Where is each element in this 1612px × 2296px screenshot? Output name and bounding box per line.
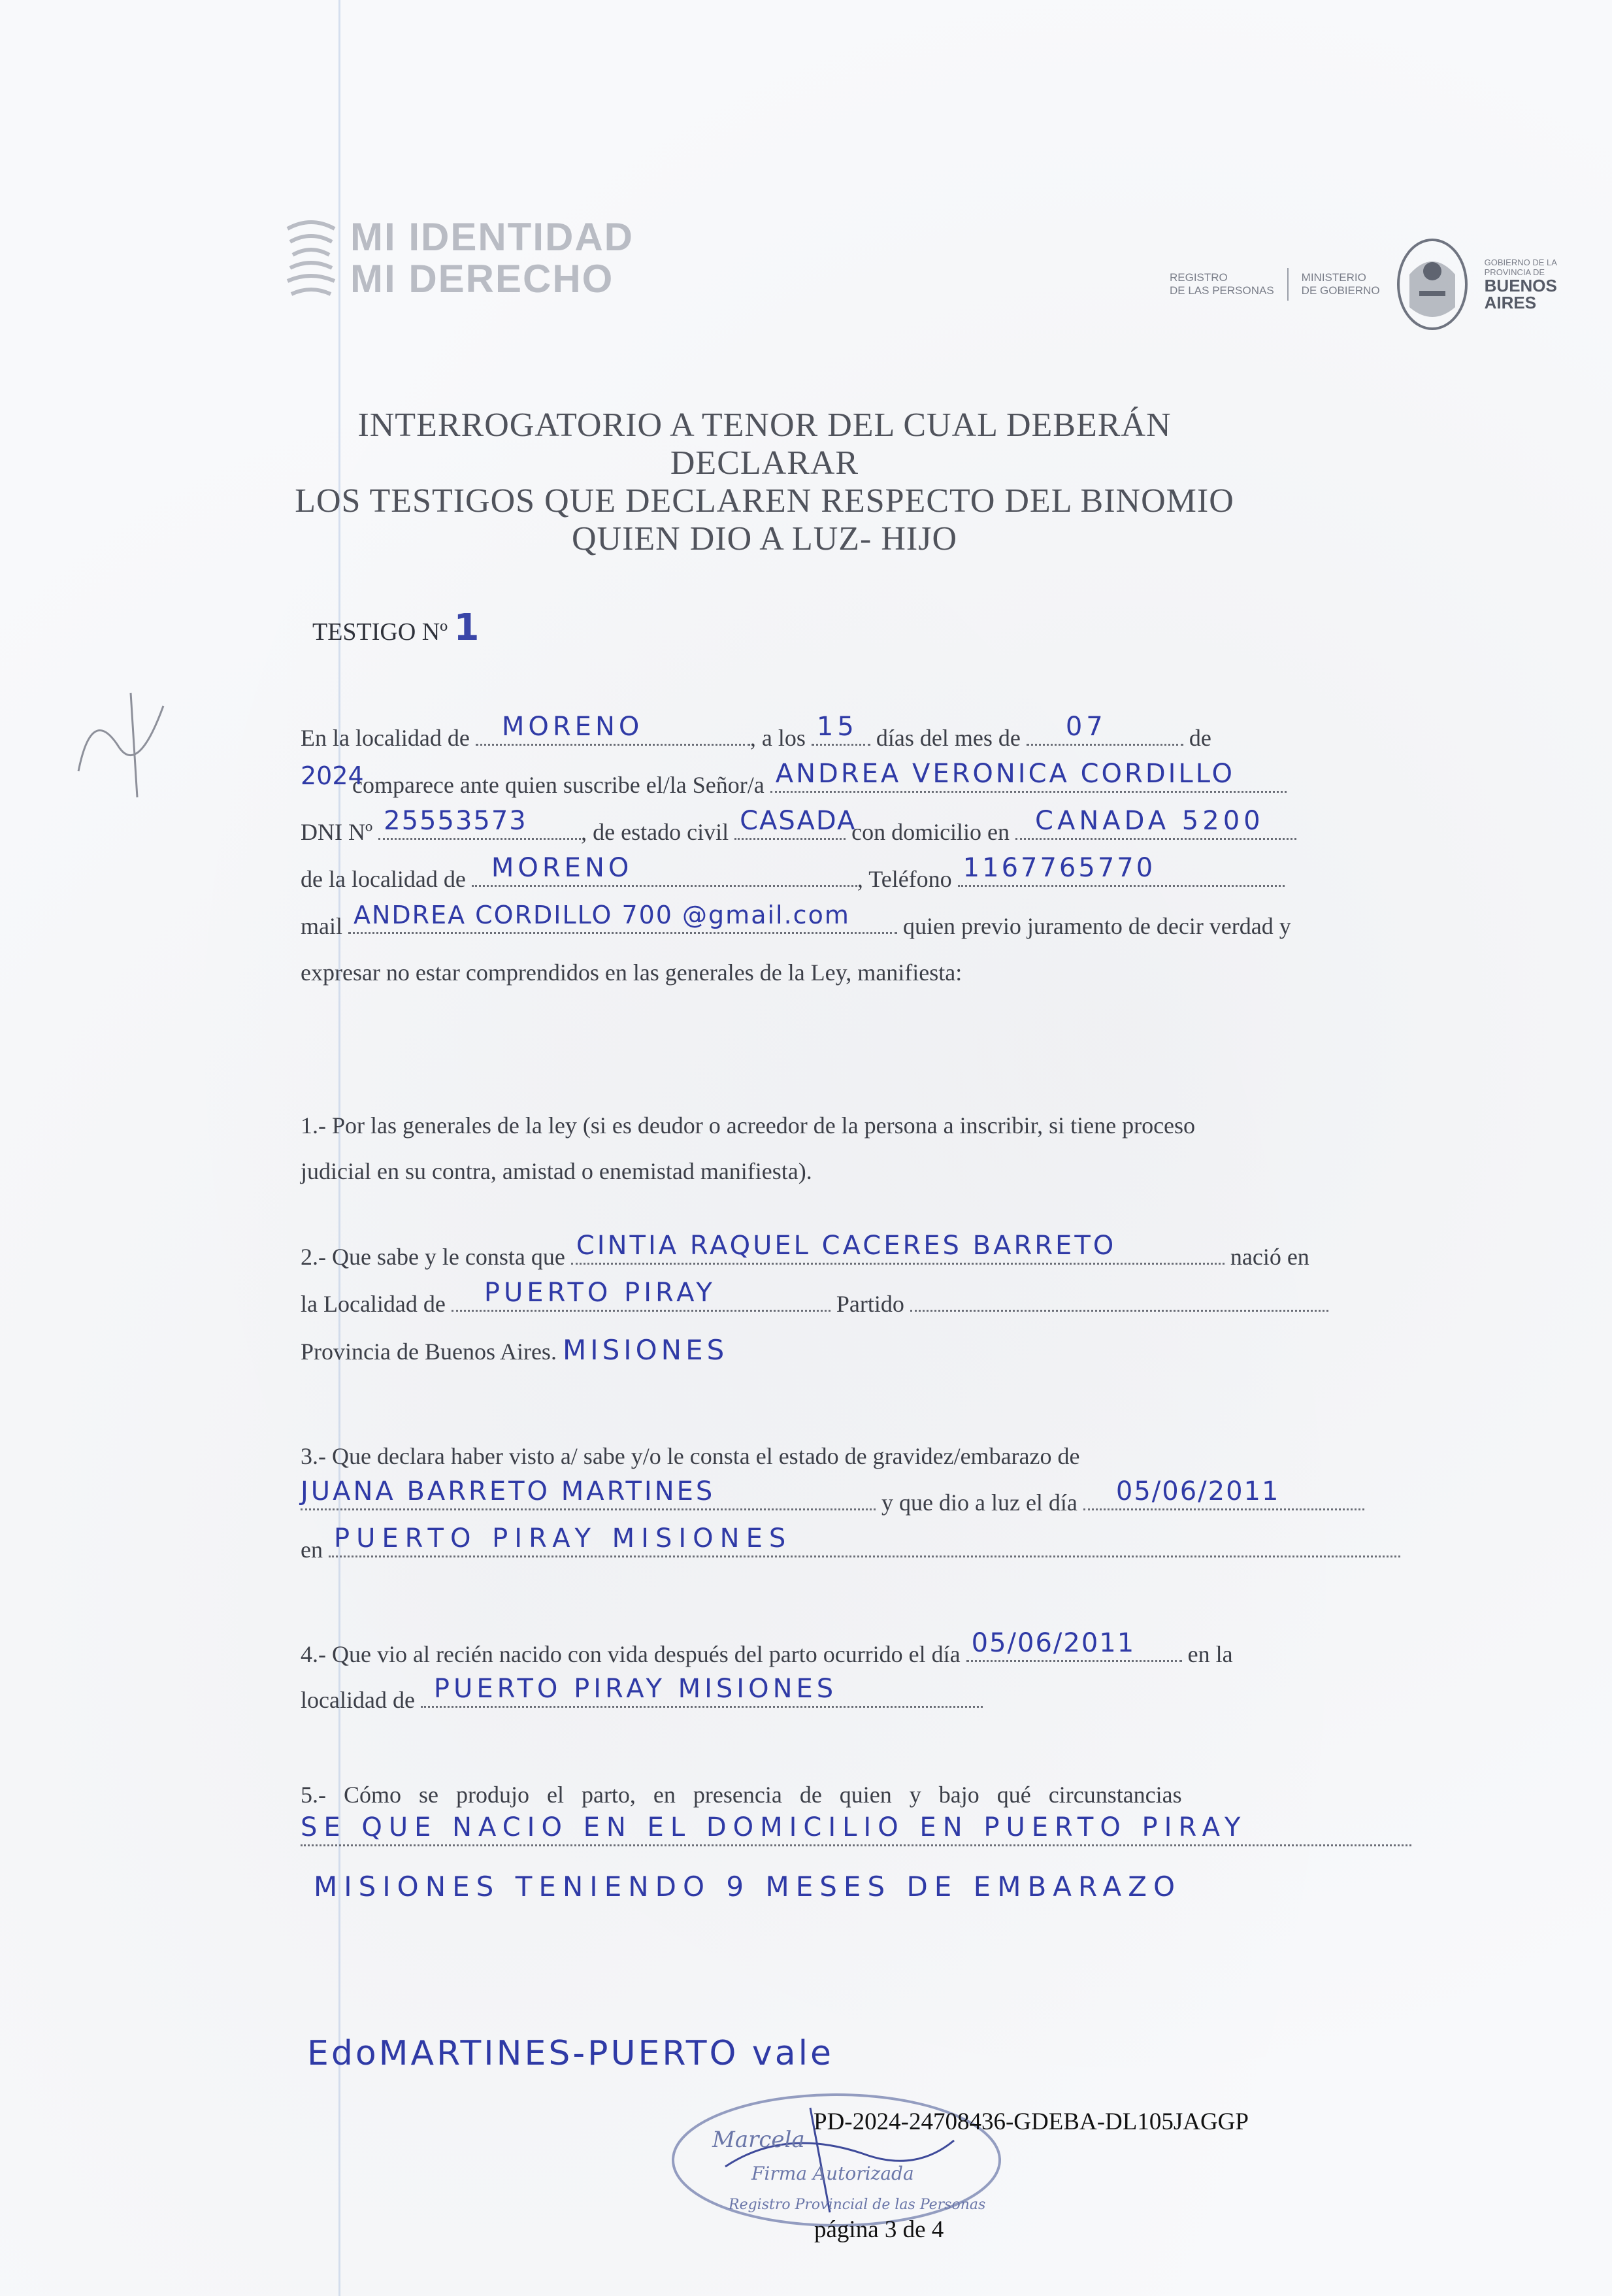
intro-text: quien previo juramento de decir verdad y (902, 913, 1291, 939)
intro-text: de la localidad de (301, 866, 466, 892)
q4-text: 4.- Que vio al recién nacido con vida después del parto ocurrido el día (301, 1641, 961, 1667)
q3-lugar-field (329, 1523, 1400, 1557)
q5-line-3 (314, 1871, 1181, 1903)
intro-text: comparece ante quien suscribe el/la Señor/a (352, 772, 765, 798)
title-line-1: INTERROGATORIO A TENOR DEL CUAL DEBERÁN DECLARAR (357, 407, 1172, 482)
intro-text: , Teléfono (857, 866, 952, 892)
estado-civil-field (734, 806, 857, 840)
q2-text: 2.- Que sabe y le consta que (301, 1244, 565, 1270)
q2-text: Partido (836, 1291, 904, 1317)
title-line-2: LOS TESTIGOS QUE DECLAREN RESPECTO DEL BINOMIO (295, 482, 1234, 520)
q2-nombre-field (571, 1231, 1225, 1265)
localidad-field (476, 712, 750, 746)
aires-label: AIRES (1484, 293, 1537, 312)
mes-value: 07 (1065, 712, 1107, 742)
stamp-role: Firma Autorizada (751, 2163, 914, 2184)
localidad2-field (472, 853, 857, 887)
dia-field (812, 712, 870, 746)
document-title (261, 407, 1268, 558)
intro-line-2 (301, 759, 1411, 799)
mail-field (348, 901, 897, 934)
q1-line-2: judicial en su contra, amistad o enemistad manifiesta). (301, 1158, 812, 1184)
buenos-label: BUENOS (1484, 276, 1557, 295)
intro-text: días del mes de (876, 725, 1021, 751)
mes-field (1027, 712, 1183, 746)
q5-resp1-field (301, 1812, 1411, 1846)
stamp-name: Marcela (712, 2127, 805, 2153)
q3-line-3 (301, 1523, 1411, 1564)
q2-text: Provincia de Buenos Aires. (301, 1339, 557, 1365)
q5-resp1-value: SE QUE NACIO EN EL DOMICILIO EN PUERTO PIRAY (301, 1812, 1247, 1842)
intro-text: con domicilio en (851, 819, 1010, 845)
title-line-3: QUIEN DIO A LUZ- HIJO (571, 520, 958, 557)
q2-localidad-field (452, 1278, 831, 1312)
q4-line-2 (301, 1674, 1411, 1714)
q3-line-2 (301, 1476, 1411, 1517)
q3-text: y que dio a luz el día (881, 1489, 1077, 1516)
margin-scribble (52, 667, 203, 810)
q5-resp2-value: MISIONES TENIENDO 9 MESES DE EMBARAZO (314, 1871, 1182, 1903)
signature-text (307, 2034, 834, 2073)
estado-civil-value: CASADA (740, 806, 857, 836)
q3-text: en (301, 1537, 323, 1563)
q3-madre-field (301, 1476, 876, 1510)
q2-text: la Localidad de (301, 1291, 446, 1317)
telefono-value: 1167765770 (962, 853, 1156, 883)
document-code: PD-2024-24708436-GDEBA-DL105JAGGP (814, 2108, 1249, 2135)
q2-partido-field (910, 1289, 1328, 1312)
intro-line-4 (301, 853, 1411, 893)
q3-madre-value: JUANA BARRETO MARTINES (301, 1476, 716, 1506)
signature-value: EdoMARTINES-PUERTO vale (307, 2034, 834, 2073)
intro-text: , a los (749, 725, 806, 751)
nombre-field (770, 759, 1287, 793)
intro-text: de (1189, 725, 1211, 751)
registro-line-1: REGISTRO (1170, 271, 1228, 284)
q2-line-2 (301, 1278, 1411, 1318)
province-seal-icon (1393, 235, 1472, 333)
q4-lugar-value: PUERTO PIRAY MISIONES (433, 1674, 838, 1704)
intro-line-1 (301, 712, 1411, 752)
q2-line-1 (301, 1231, 1411, 1271)
page-number: página 3 de 4 (814, 2216, 944, 2243)
intro-text: En la localidad de (301, 725, 470, 751)
intro-text: , de estado civil (581, 819, 729, 845)
gobierno-line-2: PROVINCIA DE (1484, 267, 1545, 277)
intro-line-3 (301, 806, 1411, 846)
gobierno-line-1: GOBIERNO DE LA (1484, 258, 1557, 267)
q1-line-1: 1.- Por las generales de la ley (si es deudor o acreedor de la persona a inscribir, si tiene proceso (301, 1112, 1196, 1139)
fingerprint-icon (281, 216, 341, 301)
q3-line-1: 3.- Que declara haber visto a/ sabe y/o le consta el estado de gravidez/embarazo de (301, 1443, 1080, 1469)
q4-line-1 (301, 1628, 1411, 1669)
telefono-field (958, 853, 1285, 887)
q2-provincia-value: MISIONES (562, 1334, 729, 1366)
q4-fecha-value: 05/06/2011 (971, 1628, 1136, 1658)
logo-line-1: MI IDENTIDAD (350, 215, 634, 259)
q2-text: nació en (1230, 1244, 1309, 1270)
testigo-heading (312, 607, 480, 649)
q3-fecha-field (1083, 1476, 1364, 1510)
nombre-value: ANDREA VERONICA CORDILLO (775, 759, 1236, 789)
q5-line-1: 5.- Cómo se produjo el parto, en presencia de quien y bajo qué circunstancias (301, 1782, 1182, 1808)
domicilio-field (1015, 806, 1296, 840)
margin-line (338, 0, 340, 2296)
registro-line-2: DE LAS PERSONAS (1170, 284, 1274, 297)
q4-fecha-field (966, 1628, 1182, 1662)
gobierno-logos (1170, 235, 1557, 333)
q2-nombre-value: CINTIA RAQUEL CACERES BARRETO (576, 1231, 1117, 1261)
q5-line-2 (301, 1812, 1411, 1853)
domicilio-value: CANADA 5200 (1035, 806, 1264, 836)
q4-lugar-field (421, 1674, 983, 1708)
q2-localidad-value: PUERTO PIRAY (484, 1278, 716, 1308)
intro-text: DNI Nº (301, 819, 373, 845)
q4-text: localidad de (301, 1687, 415, 1713)
anio-field (301, 761, 364, 793)
intro-text: mail (301, 913, 342, 939)
testigo-label: TESTIGO Nº (312, 618, 448, 646)
intro-text: expresar no estar comprendidos en las generales de la Ley, manifiesta: (301, 959, 962, 986)
logo-line-2: MI DERECHO (350, 257, 614, 301)
dia-value: 15 (816, 712, 858, 742)
mail-value: ANDREA CORDILLO 700 @gmail.com (353, 901, 850, 929)
intro-line-5 (301, 901, 1411, 940)
q3-fecha-value: 05/06/2011 (1115, 1476, 1280, 1506)
localidad-value: MORENO (501, 712, 644, 742)
dni-value: 25553573 (384, 806, 527, 836)
logo-separator (1287, 268, 1289, 301)
localidad2-value: MORENO (491, 853, 633, 883)
mi-identidad-logo (281, 216, 634, 301)
q2-line-3 (301, 1336, 1411, 1366)
q3-lugar-value: PUERTO PIRAY MISIONES (333, 1523, 793, 1554)
dni-field (378, 806, 581, 840)
intro-line-6 (301, 958, 1411, 987)
q4-text: en la (1187, 1641, 1233, 1667)
anio-value: 2024 (301, 761, 364, 790)
stamp-office: Registro Provincial de las Personas (729, 2197, 986, 2213)
ministerio-line-2: DE GOBIERNO (1301, 284, 1380, 297)
testigo-number: 1 (453, 607, 480, 649)
ministerio-line-1: MINISTERIO (1301, 271, 1366, 284)
